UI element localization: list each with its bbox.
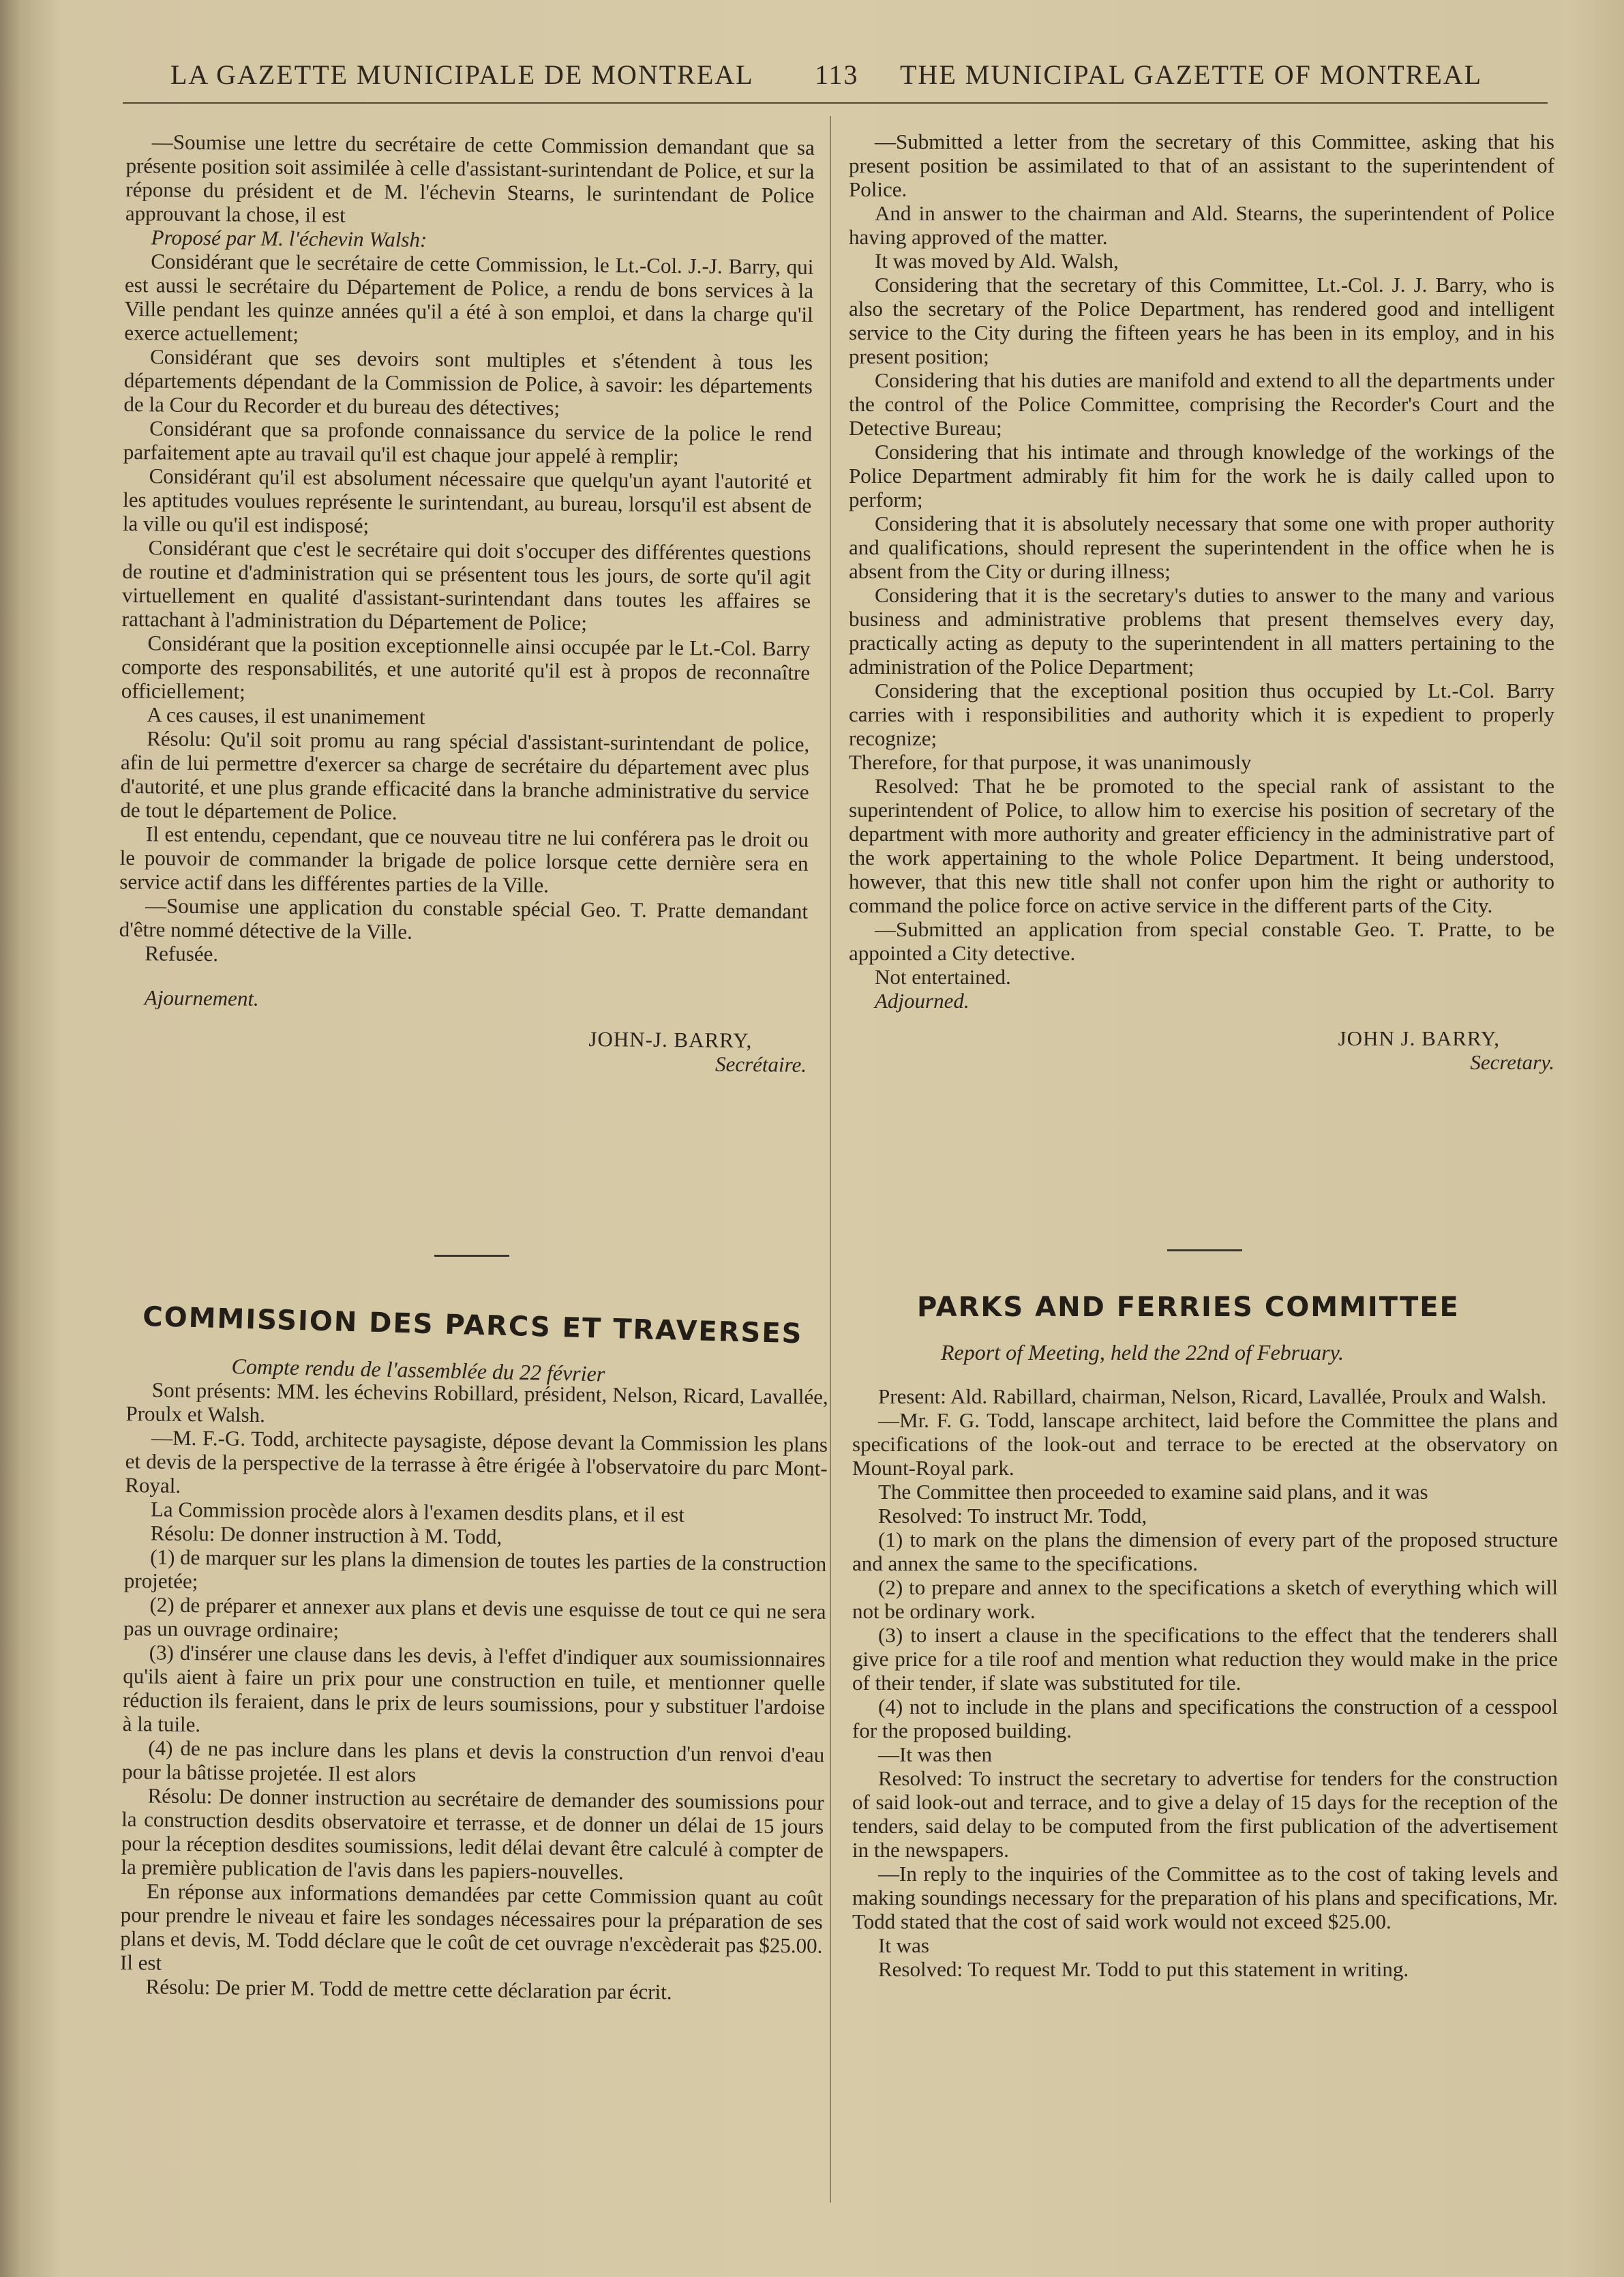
paragraph: Résolu: De prier M. Todd de mettre cette déclaration par écrit. xyxy=(145,1974,672,2004)
paragraph: (3) to insert a clause in the specifications to the effect that the tenderers shall give price for a tile roof and mention what reduction they would make in the price of their tender, if slate was substituted for tile. xyxy=(852,1623,1558,1695)
paragraph: Therefore, for that purpose, it was unanimously xyxy=(849,750,1252,774)
paragraph: —It was then xyxy=(878,1742,993,1766)
paragraph: (1) de marquer sur les plans la dimension de toutes les parties de la construction projetée; xyxy=(123,1545,827,1594)
french-police-section xyxy=(118,130,815,1077)
paragraph: Refusée. xyxy=(145,941,219,966)
paragraph: (1) to mark on the plans the dimension of every part of the proposed structure and annex the same to the specifications. xyxy=(852,1528,1558,1575)
paragraph: —M. F.-G. Todd, architecte paysagiste, dépose devant la Commission les plans et devis de la perspective de la terrasse à être érigée à l'observatoire du parc Mont-Royal. xyxy=(125,1425,828,1498)
paragraph: Considérant qu'il est absolument nécessaire que quelqu'un ayant l'autorité et les aptitudes voulues représente le surintendant, au bureau, lorsqu'il est absent de la ville ou qu'il est indisposé; xyxy=(122,464,812,538)
signature-role: Secrétaire. xyxy=(715,1052,807,1077)
paragraph: The Committee then proceeded to examine said plans, and it was xyxy=(878,1480,1428,1504)
paragraph: Considérant que la position exceptionnelle ainsi occupée par le Lt.-Col. Barry comporte des responsabilités, et une autorité qu'il est à propos de reconnaître officiellement; xyxy=(121,631,811,704)
signature-block xyxy=(118,1023,807,1077)
paragraph: En réponse aux informations demandées par cette Commission quant au coût pour prendre le niveau et faire les sondages nécessaires pour la préparation de ses plans et devis, M. Todd déclare que le coût de cet ouvrage n'excèderait pas $25.00. Il est xyxy=(119,1879,824,1975)
english-police-section xyxy=(849,130,1554,1074)
paragraph: (2) to prepare and annex to the specifications a sketch of everything which will not be ordinary work. xyxy=(852,1575,1558,1623)
paragraph: —Submitted a letter from the secretary of this Committee, asking that his present position be assimilated to that of an assistant to the superintendent of Police. xyxy=(849,130,1554,201)
paragraph: Considering that it is the secretary's duties to answer to the many and various business and administrative problems that present themselves every day, practically acting as deputy to the superintendent in all matters pertaining to the administration of the Police Department; xyxy=(849,583,1554,679)
paragraph: Considérant que sa profonde connaissance du service de la police le rend parfaitement apte au travail qu'il est chaque jour appelé à remplir; xyxy=(123,416,813,469)
french-section-title: COMMISSION DES PARCS ET TRAVERSES xyxy=(142,1301,804,1350)
french-parks-section xyxy=(119,1378,828,2006)
paragraph: (4) de ne pas inclure dans les plans et devis la construction d'un renvoi d'eau pour la bâtisse projetée. Il est alors xyxy=(121,1736,825,1787)
paragraph: Not entertained. xyxy=(875,965,1011,989)
english-section-title: PARKS AND FERRIES COMMITTEE xyxy=(917,1292,1460,1323)
paragraph: Considérant que le secrétaire de cette Commission, le Lt.-Col. J.-J. Barry, qui est aussi le secrétaire du Département de Police, a rendu de bons services à la Ville pendant les quinze années qu'il a été à son emploi, et dans la charge qu'il exerce actuellement; xyxy=(124,249,814,346)
french-section-subtitle: Compte rendu de l'assemblée du 22 février xyxy=(231,1354,605,1386)
english-section-subtitle: Report of Meeting, held the 22nd of February. xyxy=(941,1340,1344,1365)
signature-role: Secretary. xyxy=(1470,1050,1554,1074)
paragraph: It was moved by Ald. Walsh, xyxy=(875,249,1119,273)
paragraph: Résolu: Qu'il soit promu au rang spécial d'assistant-surintendant de police, afin de lui permettre d'exercer sa charge de secrétaire du département avec plus d'autorité, et une plus grande efficacité dans la branche administrative du service de tout le département de Police. xyxy=(120,726,810,824)
paragraph: (3) d'insérer une clause dans les devis, à l'effet d'indiquer aux soumissionnaires qu'ils aient à faire un prix pour une construction en tuile, et mentionner quelle réduction ils feraient, dans le prix de leurs soumissions, pour y substituer l'ardoise à la tuile. xyxy=(122,1640,826,1737)
signature-name: JOHN-J. BARRY, xyxy=(588,1026,753,1053)
english-parks-section xyxy=(852,1384,1558,1981)
paragraph: Résolu: De donner instruction à M. Todd, xyxy=(150,1521,502,1549)
paragraph: —Submitted an application from special constable Geo. T. Pratte, to be appointed a City detective. xyxy=(849,917,1554,965)
paragraph: Resolved: To instruct the secretary to advertise for tenders for the construction of said look-out and terrace, and to give a delay of 15 days for the reception of the tenders, said delay to be computed from the first publication of the advertisement in the newspapers. xyxy=(852,1766,1558,1862)
paragraph: —Soumise une application du constable spécial Geo. T. Pratte demandant d'être nommé détective de la Ville. xyxy=(119,893,809,944)
paragraph: (2) de préparer et annexer aux plans et devis une esquisse de tout ce qui ne sera pas un ouvrage ordinaire; xyxy=(123,1592,826,1643)
page-number: 113 xyxy=(815,59,859,90)
adjourn-note: Adjourned. xyxy=(875,989,969,1013)
header-french-title: LA GAZETTE MUNICIPALE DE MONTREAL xyxy=(170,59,754,90)
page-header xyxy=(170,59,1507,106)
section-separator xyxy=(1167,1249,1242,1251)
paragraph: Resolved: That he be promoted to the special rank of assistant to the superintendent of Police, to allow him to exercise his position of secretary of the department with more authority and greater efficiency in the administrative part of the work appertaining to the whole Police Department. It being understood, however, that this new title shall not confer upon him the right or authority to command the police force on active service in the different parts of the City. xyxy=(849,774,1554,917)
paragraph: —Mr. F. G. Todd, lanscape architect, laid before the Committee the plans and specifications of the look-out and terrace to be erected at the observatory on Mount-Royal park. xyxy=(852,1408,1558,1480)
signature-block xyxy=(849,1026,1554,1074)
paragraph: Résolu: De donner instruction au secrétaire de demander des soumissions pour la construction desdits observatoire et terrasse, et de donner un délai de 15 jours pour la réception desdites soumissions, ledit délai devant être calculé à compter de la première publication de l'avis dans les papiers-nouvelles. xyxy=(121,1783,824,1884)
paragraph: Sont présents: MM. les échevins Robillard, président, Nelson, Ricard, Lavallée, Proulx et Walsh. xyxy=(125,1378,828,1427)
paragraph: Resolved: To request Mr. Todd to put this statement in writing. xyxy=(878,1957,1409,1981)
paragraph: Considérant que ses devoirs sont multiples et s'étendent à tous les départements dépendant de la Commission de Police, à savoir: les départements de la Cour du Recorder et du bureau des détectives; xyxy=(123,344,813,420)
paragraph: Considering that it is absolutely necessary that some one with proper authority and qualifications, should represent the superintendent in the office when he is absent from the City or during illness; xyxy=(849,511,1554,583)
paragraph: Considering that the exceptional position thus occupied by Lt.-Col. Barry carries with i responsibilities and authority which it is expedient to properly recognize; xyxy=(849,679,1554,750)
paragraph: Present: Ald. Rabillard, chairman, Nelson, Ricard, Lavallée, Proulx and Walsh. xyxy=(878,1384,1547,1408)
adjourn-note: Ajournement. xyxy=(144,985,259,1011)
paragraph: Considering that the secretary of this Committee, Lt.-Col. J. J. Barry, who is also the secretary of the Police Department, has rendered good and intelligent service to the City during the fifteen years he has been in its employ, and in his present position; xyxy=(849,273,1554,368)
paragraph: (4) not to include in the plans and specifications the construction of a cesspool for the proposed building. xyxy=(852,1695,1558,1742)
paragraph: A ces causes, il est unanimement xyxy=(147,702,425,729)
paragraph: —Soumise une lettre du secrétaire de cette Commission demandant que sa présente position soit assimilée à celle d'assistant-surintendant de Police, et sur la réponse du président et de M. l'échevin Stearns, le surintendant de Police approuvant la chose, il est xyxy=(125,130,815,227)
header-rule xyxy=(123,102,1548,104)
paragraph: Proposé par M. l'échevin Walsh: xyxy=(151,225,427,252)
paragraph: Considering that his duties are manifold and extend to all the departments under the control of the Police Committee, comprising the Recorder's Court and the Detective Bureau; xyxy=(849,368,1554,440)
paragraph: Il est entendu, cependant, que ce nouveau titre ne lui conférera pas le droit ou le pouvoir de commander la brigade de police lorsque cette dernière sera en service actif dans les différentes parties de la Ville. xyxy=(119,822,809,897)
paragraph: It was xyxy=(878,1933,929,1957)
paragraph: —In reply to the inquiries of the Committee as to the cost of taking levels and making soundings necessary for the preparation of his plans and specifications, Mr. Todd stated that the cost of said work would not exceed $25.00. xyxy=(852,1862,1558,1933)
header-english-title: THE MUNICIPAL GAZETTE OF MONTREAL xyxy=(900,59,1483,90)
paragraph: And in answer to the chairman and Ald. Stearns, the superintendent of Police having approved of the matter. xyxy=(849,201,1554,249)
paragraph: Considérant que c'est le secrétaire qui doit s'occuper des différentes questions de routine et d'administration qui se présentent tous les jours, de sorte qu'il agit virtuellement en qualité d'assistant-surintendant dans toutes les affaires se rattachant à l'administration du Département de Police; xyxy=(121,535,811,635)
section-separator xyxy=(434,1255,509,1257)
column-divider xyxy=(830,116,831,2203)
paragraph: Considering that his intimate and through knowledge of the workings of the Police Department admirably fit him for the work he is daily called upon to perform; xyxy=(849,440,1554,511)
signature-name: JOHN J. BARRY, xyxy=(1338,1026,1500,1050)
paragraph: Resolved: To instruct Mr. Todd, xyxy=(878,1504,1147,1528)
paragraph: La Commission procède alors à l'examen desdits plans, et il est xyxy=(150,1497,685,1527)
